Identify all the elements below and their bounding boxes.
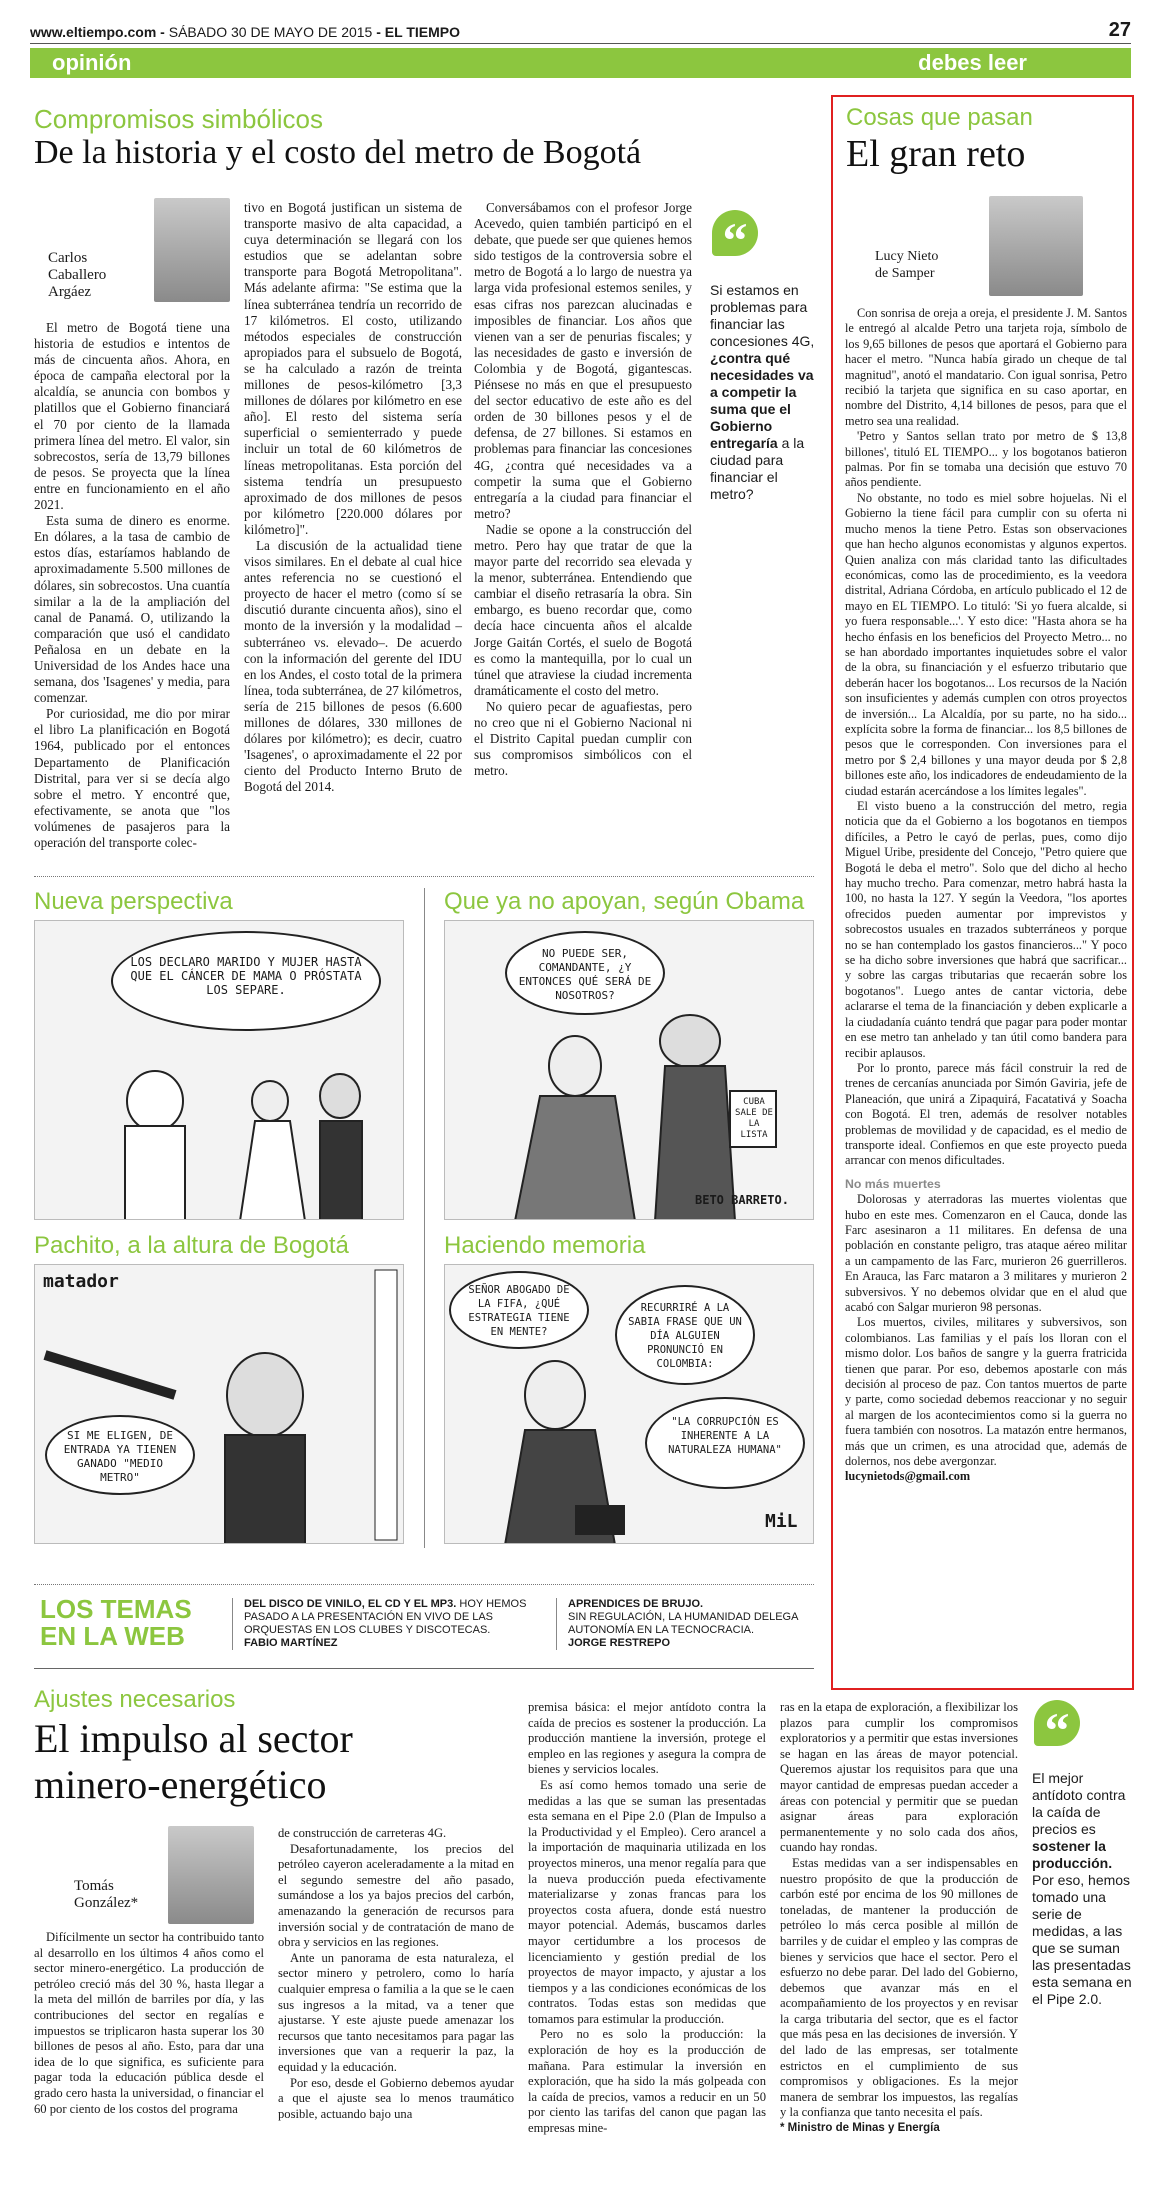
cartoon1-drawing: [35, 921, 404, 1220]
header-date: SÁBADO 30 DE MAYO DE 2015: [168, 24, 373, 40]
article2-author-photo: [168, 1826, 254, 1924]
article2-author-block: [60, 1826, 260, 1926]
pull-quote: Si estamos en problemas para financiar las concesiones 4G, ¿contra qué necesidades va a competir la suma que el Gobierno entregaría a la ciudad para financiar el metro?: [710, 282, 815, 502]
temas-label: LOS TEMAS EN LA WEB: [40, 1594, 192, 1651]
temas-item-2[interactable]: APRENDICES DE BRUJO. SIN REGULACIÓN, LA HUMANIDAD DELEGA AUTONOMÍA EN LA TECNOCRACIA. JORGE RESTREPO: [568, 1598, 798, 1649]
article2-kicker: Ajustes necesarios: [34, 1686, 236, 1713]
sidebar-headline: El gran reto: [846, 133, 1026, 175]
author-name: Carlos Caballero Argáez: [48, 250, 107, 300]
cartoon4-signature: MiL: [765, 1511, 798, 1532]
temas-top-rule: [34, 1584, 814, 1585]
sidebar-body: Con sonrisa de oreja a oreja, el presidente J. M. Santos le entregó al alcalde Petro una tarjeta roja, símbolo de los 9,65 billones de pesos que aportará el Gobierno para hacer el metro. "Nunca había girado un cheque de tal magnitud", anotó el mandatario. Con igual sonrisa, Petro recibió la tarjeta que significa en su caso aportar, en nombre del Distrito, 4,14 billones de pesos, para que el metro sea una realidad. 'Petro y Santos sellan trato por metro de $ 13,8 billones', tituló EL TIEMPO... y los bogotanos batieron palmas. Por fin se tomaba una decisión que estuvo 70 años pendiente. No obstante, no todo es miel sobre hojuelas. Ni el Gobierno la tiene fácil para cumplir con su oferta ni mucho menos la tiene Petro. Estas son observaciones que han hecho algunos economistas y algunos expertos. Quien analiza con más claridad tanto las dificultades económicas, como las de procedimiento, es la veedora distrital, Adriana Córdoba, en artículo publicado el 12 de mayo en EL TIEMPO. Lo tituló: 'Si yo fuera alcalde, si yo fuera responsable...'. Y esto dice: "Hasta ahora se ha hecho énfasis en los beneficios del Proyecto Metro... no se han abordado importantes inquietudes sobre el valor de la obra, su financiación y el esfuerzo tributario que deberán hacer los bogotanos... Los recursos de la Nación son insuficientes y además cumplen con otros proyectos de inversión... La Alcaldía, por su parte, no ha sido... explícita sobre la forma de financiar... los 8,5 billones de pesos que le corresponden. Con inversiones para el metro por $ 2,4 billones y una mayor deuda por $ 2,8 billones este año, los indicadores de endeudamiento de la ciudad estarán acercándose a los límites legales". El visto bueno a la construcción del metro, regia noticia que da el Gobierno a los bogotanos en tiempos difíciles, a Petro le cayó de perlas, pues, como dijo Miguel Uribe, presidente del Concejo, "Petro quiere que Bogotá le deba el metro". Solo que del dicho al hecho hay mucho trecho. Para comenzar, metro habrá hasta la 100, no hasta la 127. Y según la Veedora, "los aportes ofrecidos pueden aumentar por imprevistos y sobrecostos usuales en trazados subterráneos y porque no se han contemplado los gastos financieros..." Y poco se ha dicho sobre inversiones que habrá que sacrificar... y sobre las cargas tributarias que recaerán sobre los bogotanos". Luego antes de cantar victoria, debe aclararse el tema de la financiación y deben explicarle a la ciudadanía cuánto tendrá que pagar para poder montar en ese metro tan anhelado y tan útil como bandera para recibir aplausos. Por lo pronto, parece más fácil construir la red de trenes de cercanías anunciada por Simón Gaviria, jefe de Planeación, que unirá a Zipaquirá, Facatativá y Soacha con Bogotá. El tren, además de resolver notables problemas de movilidad y de capacidad, es el medio de transporte ideal. Confiemos en que este proyecto pueda arrancar con menos dificultades. No más muertes Dolorosas y aterradoras las muertes violentas que hubo en este mes. Comenzaron en el Cauca, donde las Farc asesinaron a 11 militares. En defensa de una población en constante peligro, tras ataque aéreo militar a un campamento de las Farc, murieron 26 guerrilleros. En Arauca, las Farc mataron a 3 militares y murieron 2 subversivos. Y no debemos olvidar que en el alud que acabó con Salgar murieron 98 personas. Los muertos, civiles, militares y subversivos, son colombianos. Las familias y el país los lloran con el mismo dolor. Los baños de sangre y la guerra fratricida tienen que parar. Por eso, debemos apostarle con más decisión al proceso de paz. Con tantos muertos de parte y parte, como sociedad debemos reaccionar y no seguir al margen de los acontecimientos como si la guerra no fuera también con nosotros. La matazón entre hermanos, más que un crimen, es una atrocidad que, además de dolernos, nos debe avergonzar. lucynietods@gmail.com: [845, 306, 1127, 1484]
article2-column-4: ras en la etapa de exploración, a flexibilizar los plazos para cumplir los compromisos exploratorios y a permitir que estas inversiones se hagan en las áreas de mayor potencial. Queremos ajustar los requisitos para que una mayor cantidad de empresas puedan acceder a áreas con potencial y permitir que se puedan asignar áreas para exploración permanentemente y no solo cada dos años, cuando hay rondas. Estas medidas van a ser indispensables en nuestro propósito de que la producción de carbón esté por encima de los 90 millones de toneladas, de mantener la producción de petróleo lo más cerca posible al millón de barriles y de cuidar el empleo y las compras de bienes y servicios que hace el sector. Pero el esfuerzo no debe parar. Del lado del Gobierno, debemos que avanzar más en el acompañamiento de los proyectos y en revisar la carga tributaria del sector, que es el factor que más pesa en las decisiones de inversión. Y del lado de las empresas, ser totalmente estrictos en el cumplimiento de sus compromisos y obligaciones. Es la mejor manera de sembrar los impuestos, las regalías y la confianza que tanto necesita el país. * Ministro de Minas y Energía: [780, 1700, 1018, 2137]
article2-footnote: * Ministro de Minas y Energía: [780, 2122, 940, 2135]
article2-author-name: Tomás González*: [74, 1878, 139, 1911]
quote-icon-2: “: [1034, 1700, 1080, 1746]
cartoon4-bubble-1: SEÑOR ABOGADO DE LA FIFA, ¿QUÉ ESTRATEGIA TIENE EN MENTE?: [449, 1271, 589, 1349]
cartoon4: [444, 1264, 814, 1544]
section-label: opinión: [52, 50, 132, 75]
cartoon1-title: Nueva perspectiva: [34, 888, 233, 915]
quote-icon: “: [712, 210, 758, 256]
cartoon1-bubble: LOS DECLARO MARIDO Y MUJER HASTA QUE EL CÁNCER DE MAMA O PRÓSTATA LOS SEPARE.: [111, 931, 381, 1031]
article2-column-1: Difícilmente un sector ha contribuido tanto al desarrollo en los últimos 4 años como el sector minero-energético. La producción de petróleo creció más del 30 %, hasta llegar a la meta del millón de barriles por día, y las contribuciones del sector en regalías e impuestos se triplicaron hasta superar los 30 billones de pesos al año. Esto, para dar una idea de lo que significa, es suficiente para pagar toda la educación pública desde el grado cero hasta la universidad, o financiar el 60 por ciento de los costos del programa: [34, 1930, 264, 2116]
sidebar-author-photo: [989, 196, 1083, 296]
cartoon2: [444, 920, 814, 1220]
article2-headline: El impulso al sector minero-energético: [34, 1716, 353, 1807]
temas-bottom-rule: [34, 1668, 814, 1669]
temas-divider-2: [556, 1598, 557, 1650]
cartoon3-title: Pachito, a la altura de Bogotá: [34, 1232, 349, 1259]
page-header: [30, 19, 1131, 44]
cartoon3-bubble: SI ME ELIGEN, DE ENTRADA YA TIENEN GANADO "MEDIO METRO": [45, 1415, 195, 1495]
cartoon3-label: matador: [43, 1271, 119, 1292]
sidebar-email[interactable]: lucynietods@gmail.com: [845, 1469, 971, 1484]
article2-column-3: premisa básica: el mejor antídoto contra la caída de precios es sostener la producción. La producción mantiene la inversión, protege el empleo en las regiones y asegura la compra de bienes y servicios locales. Es así como hemos tomado una serie de medidas a las que se suman las presentadas esta semana en el Pipe 2.0 (Plan de Impulso a la Productividad y el Empleo). Cero arancel a la importación de maquinaria utilizada en los proyectos mineros, una menor regalía para que la nueva producción pueda efectivamente materializarse y zonas francas para los proyectos costa afuera, donde está nuestro mayor potencial. Además, buscamos darles mayor certidumbre a los procesos de licenciamiento y gestión predial de los proyectos de mayor impacto, y ajustar a los tiempos y a las condiciones económicas de los contratos. Todas estas son medidas que tomamos para estimular la producción. Pero no es solo la producción: la exploración de hoy es la producción de mañana. Para estimular la inversión en exploración, que ha sido la más golpeada con la caída de precios, vamos a reducir en un 50 por ciento las tarifas del canon que pagan las empresas mine-: [528, 1700, 766, 2136]
paper-name: EL TIEMPO: [384, 24, 460, 40]
article2-column-2: de construcción de carreteras 4G. Desafortunadamente, los precios del petróleo cayeron aceleradamente a la mitad en el segundo semestre del año pasado, sumándose a los ya bajos precios del carbón, amenazando la generación de recursos para inversión social y de contratación de mano de obra y servicios en las regiones. Ante un panorama de esta naturaleza, el sector minero y petrolero, como lo haría cualquier empresa o familia a la que se le caen sus ingresos a la mitad, va a tener que ajustarse. Y este ajuste puede amenazar los recursos que tanto necesitamos para pagar las inversiones que van a requerir la paz, la equidad y la educación. Por eso, desde el Gobierno debemos ayudar a que el ajuste sea lo menos traumático posible, actuando bajo una: [278, 1826, 514, 2121]
cartoon4-bubble-2: RECURRIRÉ A LA SABIA FRASE QUE UN DÍA ALGUIEN PRONUNCIÓ EN COLOMBIA:: [615, 1285, 755, 1385]
cartoon4-drawing: [445, 1265, 814, 1544]
cartoon2-sign: CUBA SALE DE LA LISTA: [735, 1097, 773, 1140]
cartoon4-bubble-3: "LA CORRUPCIÓN ES INHERENTE A LA NATURALEZA HUMANA": [645, 1397, 805, 1489]
article1-headline: De la historia y el costo del metro de Bogotá: [34, 134, 642, 171]
author-block: [34, 198, 234, 306]
temas-item-1[interactable]: DEL DISCO DE VINILO, EL CD Y EL MP3. HOY HEMOS PASADO A LA PRESENTACIÓN EN VIVO DE LAS ORQUESTAS EN LOS CLUBES Y DISCOTECAS. FABIO MARTÍNEZ: [244, 1598, 527, 1649]
sidebar-author-name: Lucy Nieto de Samper: [875, 249, 939, 281]
header-site-date: www.eltiempo.com - SÁBADO 30 DE MAYO DE 2015 - EL TIEMPO: [30, 24, 460, 40]
article1-column-2: tivo en Bogotá justifican un sistema de transporte masivo de alta capacidad, a cuya determinación se llegará con los estudios que se adelantan sobre transporte para Bogotá Metropolitana". Más adelante afirma: "Se estima que la línea subterránea tendría un recorrido de 17 kilómetros. El costo, utilizando métodos especiales de construcción apropiados para el subsuelo de Bogotá, se ha calculado a razón de treinta millones de pesos-kilómetro [3,3 millones de dólares por kilómetro en ese año]. El resto del sistema sería superficial o semienterrado y puede incluir un total de 60 kilómetros de líneas metropolitanas. Esta porción del sistema tendría un presupuesto aproximado de dos millones de pesos por kilómetro [220.000 dólares por kilómetro]". La discusión de la actualidad tiene visos similares. En el debate al cual hice antes referencia no se cuestionó el proyecto de hacer el metro (como sí se discutió durante cincuenta años), sino el monto de la inversión y la modalidad –subterráneo vs. elevado–. De acuerdo con la información del gerente del IDU en los Andes, el costo total de la primera línea, toda subterránea, de 27 kilómetros, sería de 215 billones de pesos (6.600 millones de dólares, 330 millones de dólares por kilómetro); es decir, cuatro 'Isagenes', o aproximadamente el 22 por ciento del Producto Interno Bruto de Bogotá del 2014.: [244, 200, 462, 795]
author-photo: [154, 198, 230, 302]
cartoon1: [34, 920, 404, 1220]
page-number: 27: [1108, 19, 1131, 41]
article1-column-1: El metro de Bogotá tiene una historia de estudios e intentos de más de cincuenta años. Ahora, en época de campaña electoral por la alcaldía, se anuncia con bombos y platillos que el Gobierno financiará el 70 por ciento de la llamada primera línea del metro. El valor, sin sobrecostos, sería de 13,79 billones de pesos. Se proyecta que la línea entre en funcionamiento en el año 2021. Esta suma de dinero es enorme. En dólares, a la tasa de cambio de estos días, estaríamos hablando de aproximadamente 5.500 millones de dólares, sin sobrecostos. Una cuantía similar a la de la ampliación del canal de Panamá. O, utilizando la comparación que usó el candidato Peñalosa en un debate en la Universidad de los Andes hace una semana, dos 'Isagenes' y media, para comenzar. Por curiosidad, me dio por mirar el libro La planificación en Bogotá 1964, publicado por el entonces Departamento de Planificación Distrital, para ver si se decía algo sobre el metro. Y encontré que, efectivamente, se anota que "los volúmenes de pasajeros para la operación del transporte colec-: [34, 320, 230, 850]
cartoon4-title: Haciendo memoria: [444, 1232, 646, 1259]
cartoon2-bubble: NO PUEDE SER, COMANDANTE, ¿Y ENTONCES QUÉ SERÁ DE NOSOTROS?: [505, 931, 665, 1015]
section-bar: [30, 48, 1131, 78]
cartoon2-signature: BETO BARRETO.: [695, 1193, 789, 1207]
article1-kicker: Compromisos simbólicos: [34, 104, 323, 134]
cartoon2-title: Que ya no apoyan, según Obama: [444, 888, 805, 915]
sidebar-author-block: [845, 196, 1125, 304]
cartoon3: [34, 1264, 404, 1544]
sidebar-kicker: Cosas que pasan: [846, 104, 1033, 131]
section-right-label: debes leer: [918, 50, 1027, 75]
cartoon2-drawing: [445, 921, 814, 1220]
article2-pull-quote: El mejor antídoto contra la caída de precios es sostener la producción. Por eso, hemos tomado una serie de medidas, a las que se suman las presentadas esta semana en el Pipe 2.0.: [1032, 1770, 1132, 2007]
article1-column-3: Conversábamos con el profesor Jorge Acevedo, quien también participó en el debate, que puede ser que quienes hemos sido testigos de la controversia sobre el metro de Bogotá a lo largo de nuestra ya larga vida profesional estemos seniles, y esas cifras nos parezcan alucinadas e imposibles de financiar. Los años que vienen van a ser de penurias fiscales; y las necesidades de gasto e inversión de Colombia y de Bogotá, gigantescas. Piénsese no más en que el presupuesto del sector educativo de este año es del orden de 30 billones pesos y el de defensa, de 27 billones. Si estamos en problemas para financiar las concesiones 4G, ¿contra qué necesidades va a competir la suma que el Gobierno entregaría a la ciudad para financiar el metro? Nadie se opone a la construcción del metro. Pero hay que tratar de que la mayor parte del recorrido sea elevada y la menor, subterránea. Entendiendo que cambiar el diseño retrasaría la obra. Sin embargo, es bueno recordar que, como decía hace cincuenta años el alcalde Jorge Gaitán Cortés, el suelo de Bogotá es como la mantequilla, por lo cual un túnel que atraviese la ciudad incrementa dramáticamente el costo del metro. No quiero pecar de aguafiestas, pero no creo que ni el Gobierno Nacional ni el Distrito Capital puedan cumplir con sus compromisos simbólicos con el metro.: [474, 200, 692, 779]
sidebar-subhead: No más muertes: [845, 1176, 941, 1191]
cartoon3-drawing: [35, 1265, 404, 1544]
separator: [34, 876, 814, 877]
cartoon-divider: [424, 888, 425, 1548]
temas-divider-1: [232, 1598, 233, 1650]
site-url[interactable]: www.eltiempo.com: [30, 24, 157, 40]
